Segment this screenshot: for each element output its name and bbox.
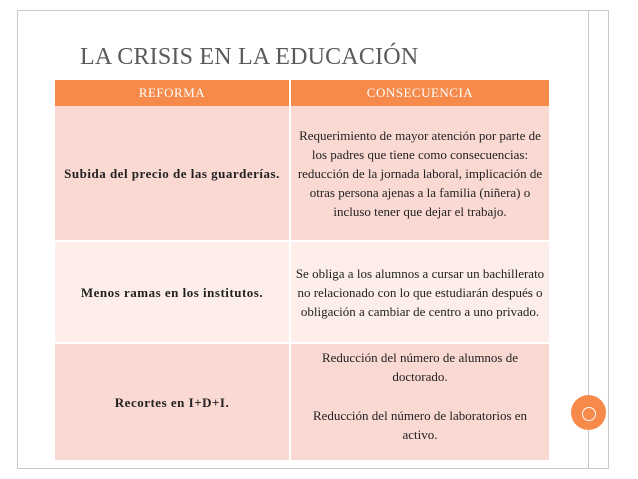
- consequence-line-2: Reducción del número de laboratorios en activo.: [312, 408, 528, 442]
- spacer: [294, 386, 546, 406]
- table-row: [55, 241, 549, 343]
- slide-divider-line: [588, 10, 589, 405]
- header-reforma: REFORMA: [55, 80, 290, 106]
- consequence-cell: Requerimiento de mayor atención por parte de los padres que tiene como consecuencias: reducción de la jornada laboral, implicación de otras persona ajenas a la familia (niñera) o incluso tener que dejar el trabajo.: [290, 106, 549, 241]
- consequence-cell: Se obliga a los alumnos a cursar un bachillerato no relacionado con lo que estudiarán después o obligación a cambiar de centro a uno privado.: [290, 241, 549, 343]
- reform-consequence-table: [55, 80, 549, 462]
- reform-cell: Subida del precio de las guarderías.: [55, 106, 290, 241]
- slide-title: LA CRISIS EN LA EDUCACIÓN: [80, 44, 419, 70]
- table-row: [55, 343, 549, 461]
- reform-cell: Recortes en I+D+I.: [55, 343, 290, 461]
- reform-cell: Menos ramas en los institutos.: [55, 241, 290, 343]
- table-row: [55, 106, 549, 241]
- consequence-cell: [290, 343, 549, 461]
- header-consecuencia: CONSECUENCIA: [290, 80, 549, 106]
- slide-divider-line-lower: [588, 425, 589, 469]
- consequence-line-1: Reducción del número de alumnos de doctorado.: [321, 350, 519, 384]
- decorative-ring: [582, 407, 596, 421]
- table-header-row: [55, 80, 549, 106]
